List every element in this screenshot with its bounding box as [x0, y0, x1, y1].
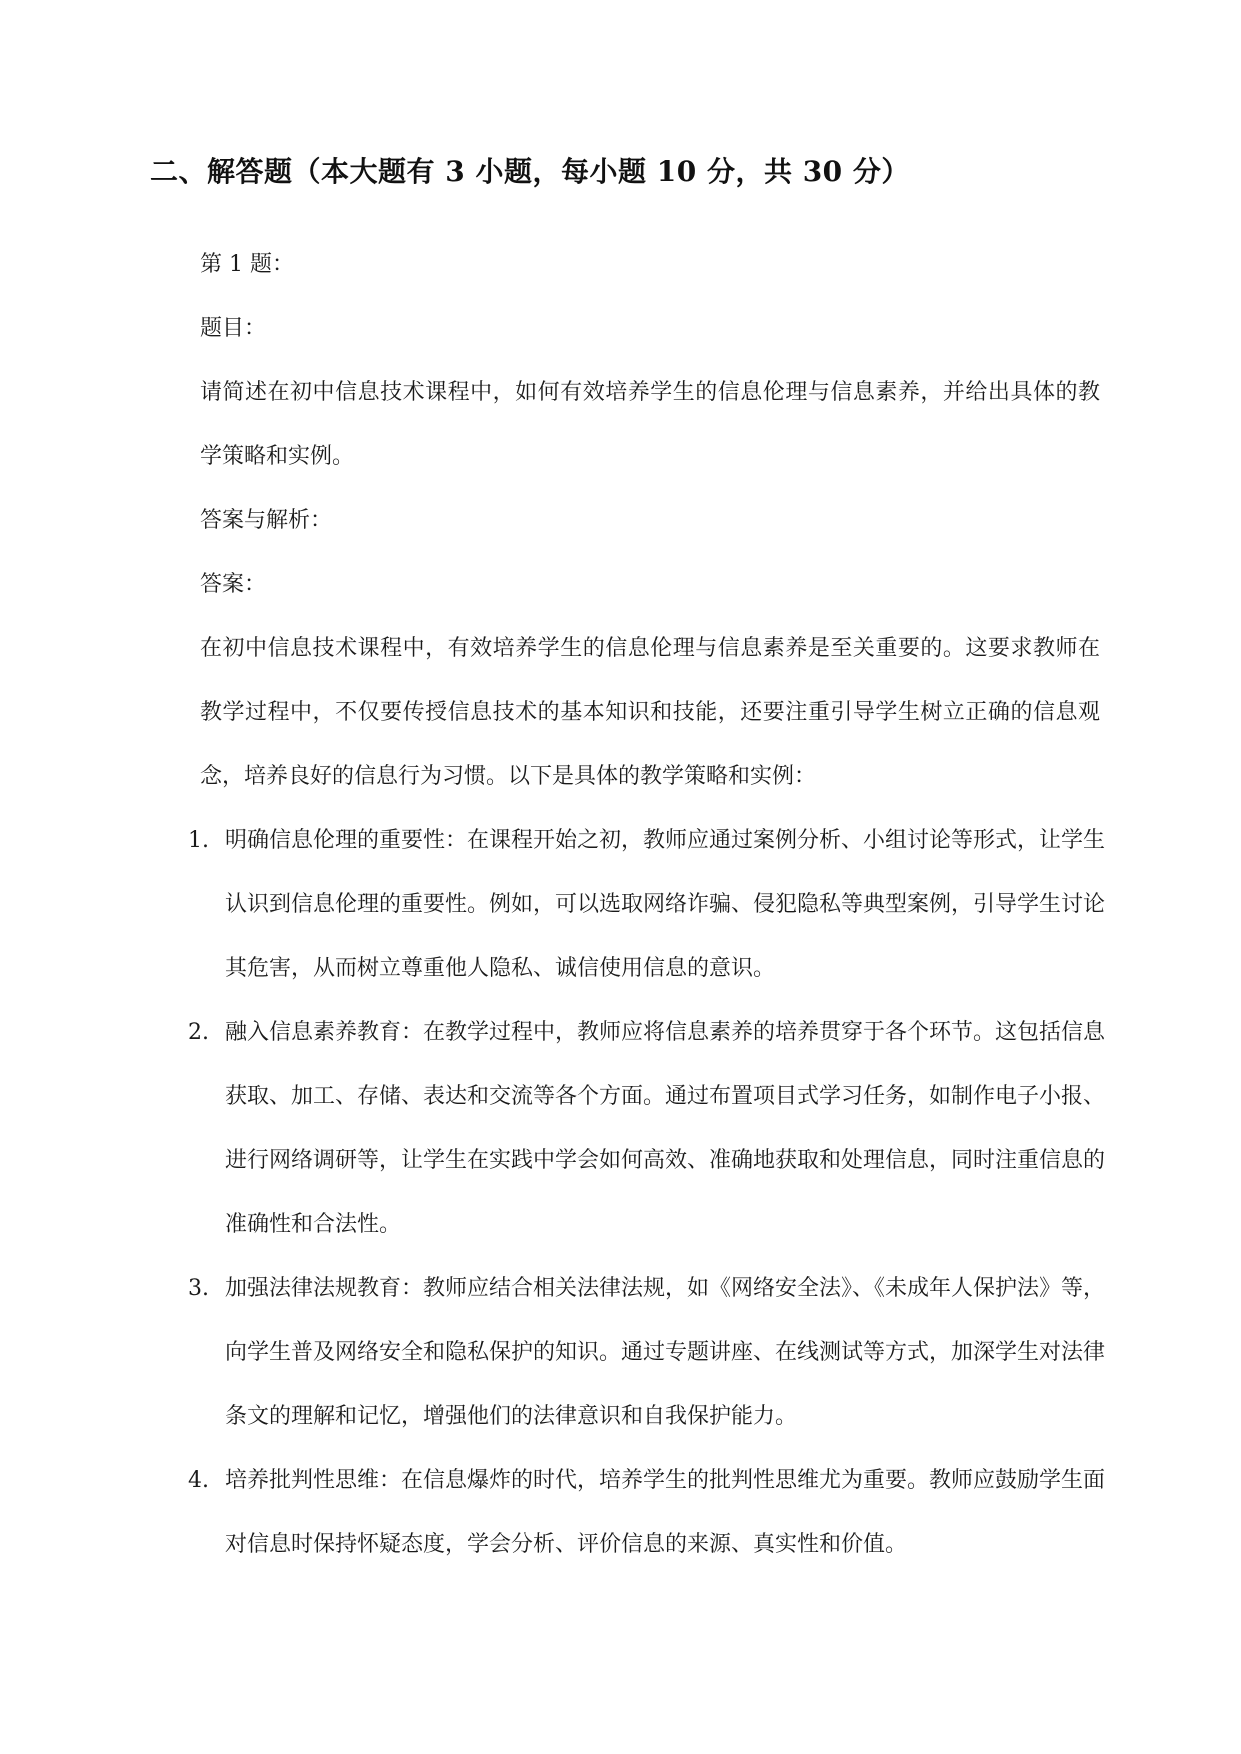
strategy-item [188, 1449, 1106, 1577]
question-title-label: 题目： [200, 316, 267, 341]
strategy-text: 培养批判性思维：在信息爆炸的时代，培养学生的批判性思维尤为重要。教师应鼓励学生面对信息时保持怀疑态度，学会分析、评价信息的来源、真实性和价值。 [225, 1468, 1106, 1557]
question-text: 请简述在初中信息技术课程中，如何有效培养学生的信息伦理与信息素养，并给出具体的教学策略和实例。 [200, 380, 1100, 469]
question-body [188, 233, 1106, 1577]
strategy-number: 3. [188, 1276, 209, 1301]
section-heading: 二、解答题（本大题有 3 小题，每小题 10 分，共 30 分） [150, 155, 910, 188]
answer-analysis-label: 答案与解析： [200, 508, 333, 533]
answer-intro: 在初中信息技术课程中，有效培养学生的信息伦理与信息素养是至关重要的。这要求教师在教学过程中，不仅要传授信息技术的基本知识和技能，还要注重引导学生树立正确的信息观念，培养良好的信息行为习惯。以下是具体的教学策略和实例： [200, 636, 1100, 789]
strategy-list [188, 809, 1106, 1577]
strategy-text: 明确信息伦理的重要性：在课程开始之初，教师应通过案例分析、小组讨论等形式，让学生认识到信息伦理的重要性。例如，可以选取网络诈骗、侵犯隐私等典型案例，引导学生讨论其危害，从而树立尊重他人隐私、诚信使用信息的意识。 [225, 828, 1106, 981]
strategy-item [188, 1257, 1106, 1449]
strategy-text: 融入信息素养教育：在教学过程中，教师应将信息素养的培养贯穿于各个环节。这包括信息获取、加工、存储、表达和交流等各个方面。通过布置项目式学习任务，如制作电子小报、进行网络调研等，让学生在实践中学会如何高效、准确地获取和处理信息，同时注重信息的准确性和合法性。 [225, 1020, 1106, 1237]
strategy-number: 1. [188, 828, 209, 853]
answer-label: 答案： [200, 572, 267, 597]
strategy-text: 加强法律法规教育：教师应结合相关法律法规，如《网络安全法》、《未成年人保护法》等，向学生普及网络安全和隐私保护的知识。通过专题讲座、在线测试等方式，加深学生对法律条文的理解和记忆，增强他们的法律意识和自我保护能力。 [225, 1276, 1106, 1429]
strategy-item [188, 1001, 1106, 1257]
strategy-number: 2. [188, 1020, 209, 1045]
question-label: 第 1 题： [200, 252, 294, 277]
strategy-item [188, 809, 1106, 1001]
strategy-number: 4. [188, 1468, 209, 1493]
